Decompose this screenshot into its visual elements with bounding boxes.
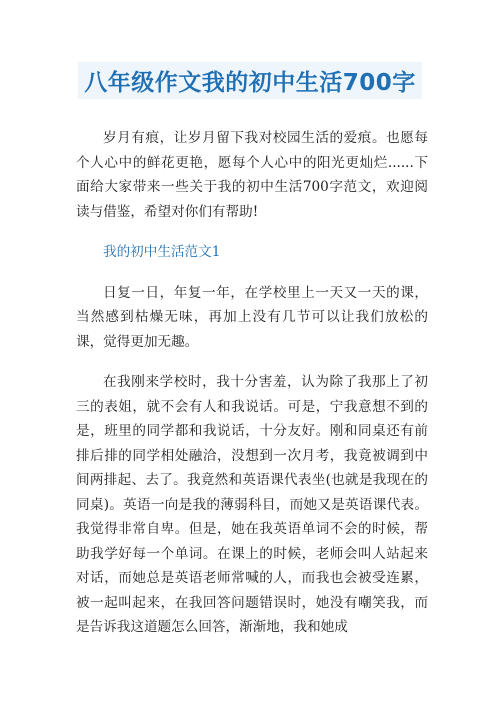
spacer: [76, 354, 428, 370]
intro-paragraph: 岁月有痕，让岁月留下我对校园生活的爱痕。也愿每个人心中的鲜花更艳，愿每个人心中的阳光更灿烂......下面给大家带来一些关于我的初中生活700字范文，欢迎阅读与借鉴，希望对你们有帮助!: [76, 130, 428, 220]
document-title: 八年级作文我的初中生活700字: [78, 62, 422, 99]
body-paragraph-2: 在我刚来学校时，我十分害羞，认为除了我那上了初三的表姐，就不会有人和我说话。可是，宁我意想不到的是，班里的同学都和我说话，十分友好。刚和同桌还有前排后排的同学相处融洽，没想到一次月考，我竟被调到中间两排起、去了。我竟然和英语课代表坐(也就是我现在的同桌)。英语一向是我的薄弱科目，而她又是英语课代表。我觉得非常自卑。但是，她在我英语单词不会的时候，帮助我学好每一个单词。在课上的时候，老师会叫人站起来对话，而她总是英语老师常喊的人，而我也会被受连累，被一起叫起来，在我回答问题错误时，她没有嘲笑我，而是告诉我这道题怎么回答，渐渐地，我和她成: [76, 374, 428, 635]
document-body: [76, 126, 428, 640]
section-heading: 我的初中生活范文1: [103, 244, 221, 260]
spacer: [76, 265, 428, 281]
title-wrap: [0, 62, 500, 99]
body-paragraph-1: 日复一日，年复一年，在学校里上一天又一天的课，当然感到枯燥无味，再加上没有几节可以让我们放松的课，觉得更加无趣。: [76, 284, 428, 350]
spacer: [76, 224, 428, 240]
